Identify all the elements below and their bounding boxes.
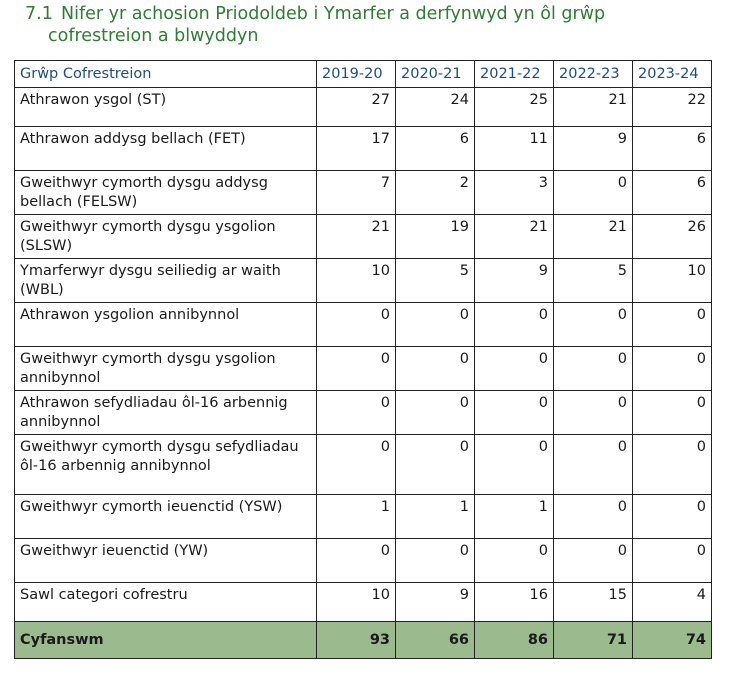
row-value: 0: [633, 391, 712, 435]
row-value: 21: [475, 215, 554, 259]
row-value: 0: [633, 347, 712, 391]
row-label: Athrawon addysg bellach (FET): [15, 127, 317, 171]
row-label: Gweithwyr cymorth dysgu sefydliadau ôl-16 arbennig annibynnol: [15, 435, 317, 495]
row-value: 0: [633, 303, 712, 347]
table-row: [15, 495, 712, 539]
row-value: 0: [554, 303, 633, 347]
table-row: [15, 127, 712, 171]
row-value: 0: [396, 347, 475, 391]
table-row: [15, 215, 712, 259]
row-value: 3: [475, 171, 554, 215]
heading-line-2: cofrestreion a blwyddyn: [48, 26, 259, 46]
header-row: [15, 61, 712, 88]
row-value: 0: [475, 539, 554, 583]
row-value: 25: [475, 88, 554, 127]
row-label: Gweithwyr cymorth dysgu ysgolion annibynnol: [15, 347, 317, 391]
row-value: 0: [475, 391, 554, 435]
total-value: 74: [633, 622, 712, 659]
row-value: 0: [554, 391, 633, 435]
row-value: 21: [317, 215, 396, 259]
row-value: 21: [554, 88, 633, 127]
row-value: 1: [475, 495, 554, 539]
row-value: 6: [396, 127, 475, 171]
table-row: [15, 391, 712, 435]
row-value: 27: [317, 88, 396, 127]
row-value: 0: [475, 303, 554, 347]
row-value: 0: [633, 495, 712, 539]
row-label: Gweithwyr cymorth ieuenctid (YSW): [15, 495, 317, 539]
row-value: 1: [317, 495, 396, 539]
row-value: 21: [554, 215, 633, 259]
row-value: 0: [317, 435, 396, 495]
total-value: 71: [554, 622, 633, 659]
row-value: 0: [554, 539, 633, 583]
row-value: 11: [475, 127, 554, 171]
row-label: Athrawon ysgolion annibynnol: [15, 303, 317, 347]
row-value: 10: [317, 583, 396, 622]
row-label: Athrawon ysgol (ST): [15, 88, 317, 127]
row-value: 5: [396, 259, 475, 303]
section-number: 7.1: [25, 4, 53, 24]
row-value: 1: [396, 495, 475, 539]
header-year: 2020-21: [396, 61, 475, 88]
header-group: Grŵp Cofrestreion: [15, 61, 317, 88]
table-row: [15, 347, 712, 391]
table-row: [15, 583, 712, 622]
row-value: 0: [554, 435, 633, 495]
row-label: Gweithwyr cymorth dysgu addysg bellach (FELSW): [15, 171, 317, 215]
table-row: [15, 259, 712, 303]
row-label: Sawl categori cofrestru: [15, 583, 317, 622]
row-value: 0: [396, 539, 475, 583]
table-row: [15, 171, 712, 215]
row-value: 0: [317, 539, 396, 583]
row-value: 6: [633, 171, 712, 215]
total-label: Cyfanswm: [15, 622, 317, 659]
table-row: [15, 303, 712, 347]
row-label: Gweithwyr ieuenctid (YW): [15, 539, 317, 583]
table-row: [15, 435, 712, 495]
table-row: [15, 539, 712, 583]
row-value: 2: [396, 171, 475, 215]
row-value: 16: [475, 583, 554, 622]
row-value: 0: [633, 435, 712, 495]
row-value: 0: [396, 303, 475, 347]
row-value: 9: [396, 583, 475, 622]
heading-line-1: Nifer yr achosion Priodoldeb i Ymarfer a derfynwyd yn ôl grŵp: [61, 4, 606, 24]
row-value: 0: [396, 391, 475, 435]
row-value: 0: [633, 539, 712, 583]
header-year: 2021-22: [475, 61, 554, 88]
row-label: Ymarferwyr dysgu seiliedig ar waith (WBL): [15, 259, 317, 303]
row-value: 15: [554, 583, 633, 622]
row-label: Athrawon sefydliadau ôl-16 arbennig annibynnol: [15, 391, 317, 435]
row-value: 5: [554, 259, 633, 303]
row-label: Gweithwyr cymorth dysgu ysgolion (SLSW): [15, 215, 317, 259]
section-heading: [25, 3, 725, 47]
row-value: 7: [317, 171, 396, 215]
cases-table: [14, 60, 712, 659]
row-value: 26: [633, 215, 712, 259]
header-year: 2023-24: [633, 61, 712, 88]
row-value: 9: [554, 127, 633, 171]
row-value: 0: [475, 435, 554, 495]
row-value: 0: [317, 391, 396, 435]
row-value: 24: [396, 88, 475, 127]
total-row: [15, 622, 712, 659]
row-value: 19: [396, 215, 475, 259]
row-value: 4: [633, 583, 712, 622]
table-row: [15, 88, 712, 127]
row-value: 22: [633, 88, 712, 127]
row-value: 0: [554, 347, 633, 391]
row-value: 0: [396, 435, 475, 495]
row-value: 6: [633, 127, 712, 171]
header-year: 2019-20: [317, 61, 396, 88]
total-value: 93: [317, 622, 396, 659]
row-value: 9: [475, 259, 554, 303]
row-value: 17: [317, 127, 396, 171]
row-value: 0: [554, 495, 633, 539]
row-value: 0: [475, 347, 554, 391]
row-value: 0: [317, 347, 396, 391]
row-value: 0: [317, 303, 396, 347]
total-value: 86: [475, 622, 554, 659]
row-value: 10: [317, 259, 396, 303]
total-value: 66: [396, 622, 475, 659]
row-value: 10: [633, 259, 712, 303]
row-value: 0: [554, 171, 633, 215]
header-year: 2022-23: [554, 61, 633, 88]
